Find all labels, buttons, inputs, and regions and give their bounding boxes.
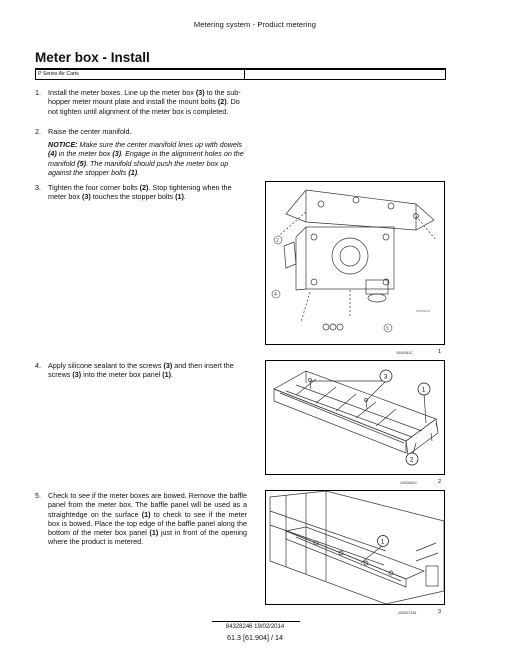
- step-text: Check to see if the meter boxes are bowed. Remove the baffle panel from the meter box. The baffle panel will be used as a straightedge on the surface (1) to check to see if the meter box is bowed. Place the top edge of the baffle panel along the bottom of the meter box panel (1) just in front of the opening where the product is metered.: [48, 491, 247, 547]
- step-1: [35, 88, 247, 116]
- step-2: [35, 127, 247, 136]
- applicability-table: [35, 70, 446, 80]
- figure-1-callout-5: 5: [386, 326, 389, 332]
- figure-3-code: 10X0071A1: [398, 611, 417, 615]
- step-number: 1.: [35, 88, 41, 97]
- step-number: 3.: [35, 183, 41, 192]
- step-text: Install the meter boxes. Line up the meter box (3) to the sub-hopper meter mount plate and install the mount bolts (2). Do not tighten until alignment of the meter box is completed.: [48, 88, 241, 116]
- step-number: 5.: [35, 491, 41, 500]
- figure-2: [265, 360, 445, 485]
- step-text: Tighten the four corner bolts (2). Stop tightening when the meter box (3) touches the stopper bolts (1).: [48, 183, 232, 202]
- figure-2-number: 2: [438, 479, 442, 485]
- step-text: Raise the center manifold.: [48, 127, 132, 136]
- figure-1-inner-code: 10X0041C: [416, 309, 431, 313]
- step-5: [35, 491, 247, 547]
- page-title: Meter box - Install: [35, 50, 150, 65]
- figure-1-callout-2: 2: [276, 238, 279, 244]
- step-3: [35, 183, 247, 202]
- figure-1-code: 10X0041C: [396, 351, 413, 355]
- figure-3-callout-1: 1: [381, 539, 385, 546]
- step-4: [35, 361, 247, 380]
- figure-1-number: 1: [438, 349, 442, 355]
- figure-1: [265, 181, 445, 355]
- footer-page-number: 61.3 [61.904] / 14: [227, 633, 283, 642]
- step-number: 2.: [35, 127, 41, 136]
- step-text: Apply silicone sealant to the screws (3) and then insert the screws (3) into the meter box panel (1).: [48, 361, 234, 380]
- figure-3: [265, 490, 445, 615]
- figure-2-code: 10X0042C: [400, 481, 417, 485]
- figure-2-callout-2: 2: [410, 457, 414, 464]
- figure-3-number: 3: [438, 609, 442, 615]
- figure-1-callout-4: 4: [274, 292, 277, 298]
- applicability-cell: P Series Air Carts: [36, 70, 245, 80]
- figure-2-callout-3: 3: [384, 374, 388, 381]
- notice-text: NOTICE: Make sure the center manifold lines up with dowels (4) in the meter box (3). Engage in the alignment holes on the manifold (5). The manifold should push the meter box up against the stopper bolts (1).: [48, 140, 244, 177]
- baffle-panel-check-drawing: [266, 491, 444, 604]
- page-header: Metering system - Product metering: [193, 20, 317, 29]
- footer-doc-number: 84328246 19/02/2014: [225, 624, 285, 630]
- meter-box-panel-drawing: [266, 361, 444, 474]
- footer-rule: [212, 621, 300, 622]
- figure-2-callout-1: 1: [422, 387, 426, 394]
- step-number: 4.: [35, 361, 41, 370]
- meter-box-exploded-drawing: [266, 182, 444, 344]
